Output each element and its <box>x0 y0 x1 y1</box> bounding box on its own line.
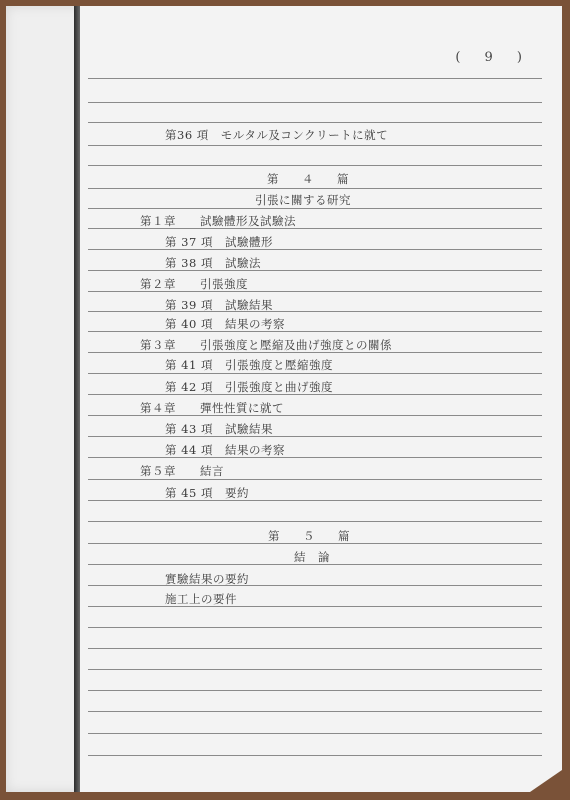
toc-item-37: 第 37 項 試驗體形 <box>165 235 273 249</box>
toc-item-43: 第 43 項 試驗結果 <box>165 422 273 436</box>
toc-chapter-5: 第５章 結言 <box>140 464 224 478</box>
part-4-heading: 第 ４ 篇 <box>267 172 355 186</box>
ruled-line <box>88 122 542 123</box>
ruled-line <box>88 479 542 480</box>
ruled-line <box>88 373 542 374</box>
ruled-line <box>88 208 542 209</box>
toc-item-45: 第 45 項 要約 <box>165 486 249 500</box>
part-5-title: 結 論 <box>294 550 330 564</box>
conclusion-item-1: 實驗結果の要約 <box>165 572 249 586</box>
toc-chapter-2: 第２章 引張強度 <box>140 277 248 291</box>
page-body <box>80 6 562 792</box>
toc-item-42: 第 42 項 引張強度と曲げ強度 <box>165 380 333 394</box>
toc-chapter-1: 第１章 試驗體形及試驗法 <box>140 214 296 228</box>
part-5-heading: 第 ５ 篇 <box>268 529 356 543</box>
ruled-line <box>88 521 542 522</box>
page-number: ( 9 ) <box>455 50 532 65</box>
ruled-line <box>88 627 542 628</box>
ruled-line <box>88 606 542 607</box>
toc-chapter-4: 第４章 彈性性質に就て <box>140 401 284 415</box>
toc-item-36: 第36 項 モルタル及コンクリートに就て <box>165 128 389 142</box>
ruled-line <box>88 311 542 312</box>
toc-item-39: 第 39 項 試驗結果 <box>165 298 273 312</box>
toc-item-44: 第 44 項 結果の考察 <box>165 443 285 457</box>
ruled-line <box>88 648 542 649</box>
ruled-line <box>88 585 542 586</box>
ruled-line <box>88 188 542 189</box>
ruled-line <box>88 690 542 691</box>
ruled-line <box>88 78 542 79</box>
ruled-line <box>88 711 542 712</box>
folded-corner <box>530 770 562 792</box>
ruled-line <box>88 165 542 166</box>
toc-item-41: 第 41 項 引張強度と壓縮強度 <box>165 358 333 372</box>
ruled-line <box>88 733 542 734</box>
ruled-line <box>88 436 542 437</box>
toc-chapter-3: 第３章 引張強度と壓縮及曲げ強度との關係 <box>140 338 392 352</box>
ruled-line <box>88 102 542 103</box>
ruled-line <box>88 500 542 501</box>
toc-item-40: 第 40 項 結果の考察 <box>165 317 285 331</box>
ruled-line <box>88 331 542 332</box>
ruled-line <box>88 145 542 146</box>
toc-item-38: 第 38 項 試驗法 <box>165 256 261 270</box>
ruled-line <box>88 457 542 458</box>
ruled-line <box>88 669 542 670</box>
conclusion-item-2: 施工上の要件 <box>165 592 237 606</box>
ruled-line <box>88 755 542 756</box>
ruled-line <box>88 270 542 271</box>
ruled-line <box>88 249 542 250</box>
part-4-title: 引張に關する研究 <box>255 193 351 207</box>
